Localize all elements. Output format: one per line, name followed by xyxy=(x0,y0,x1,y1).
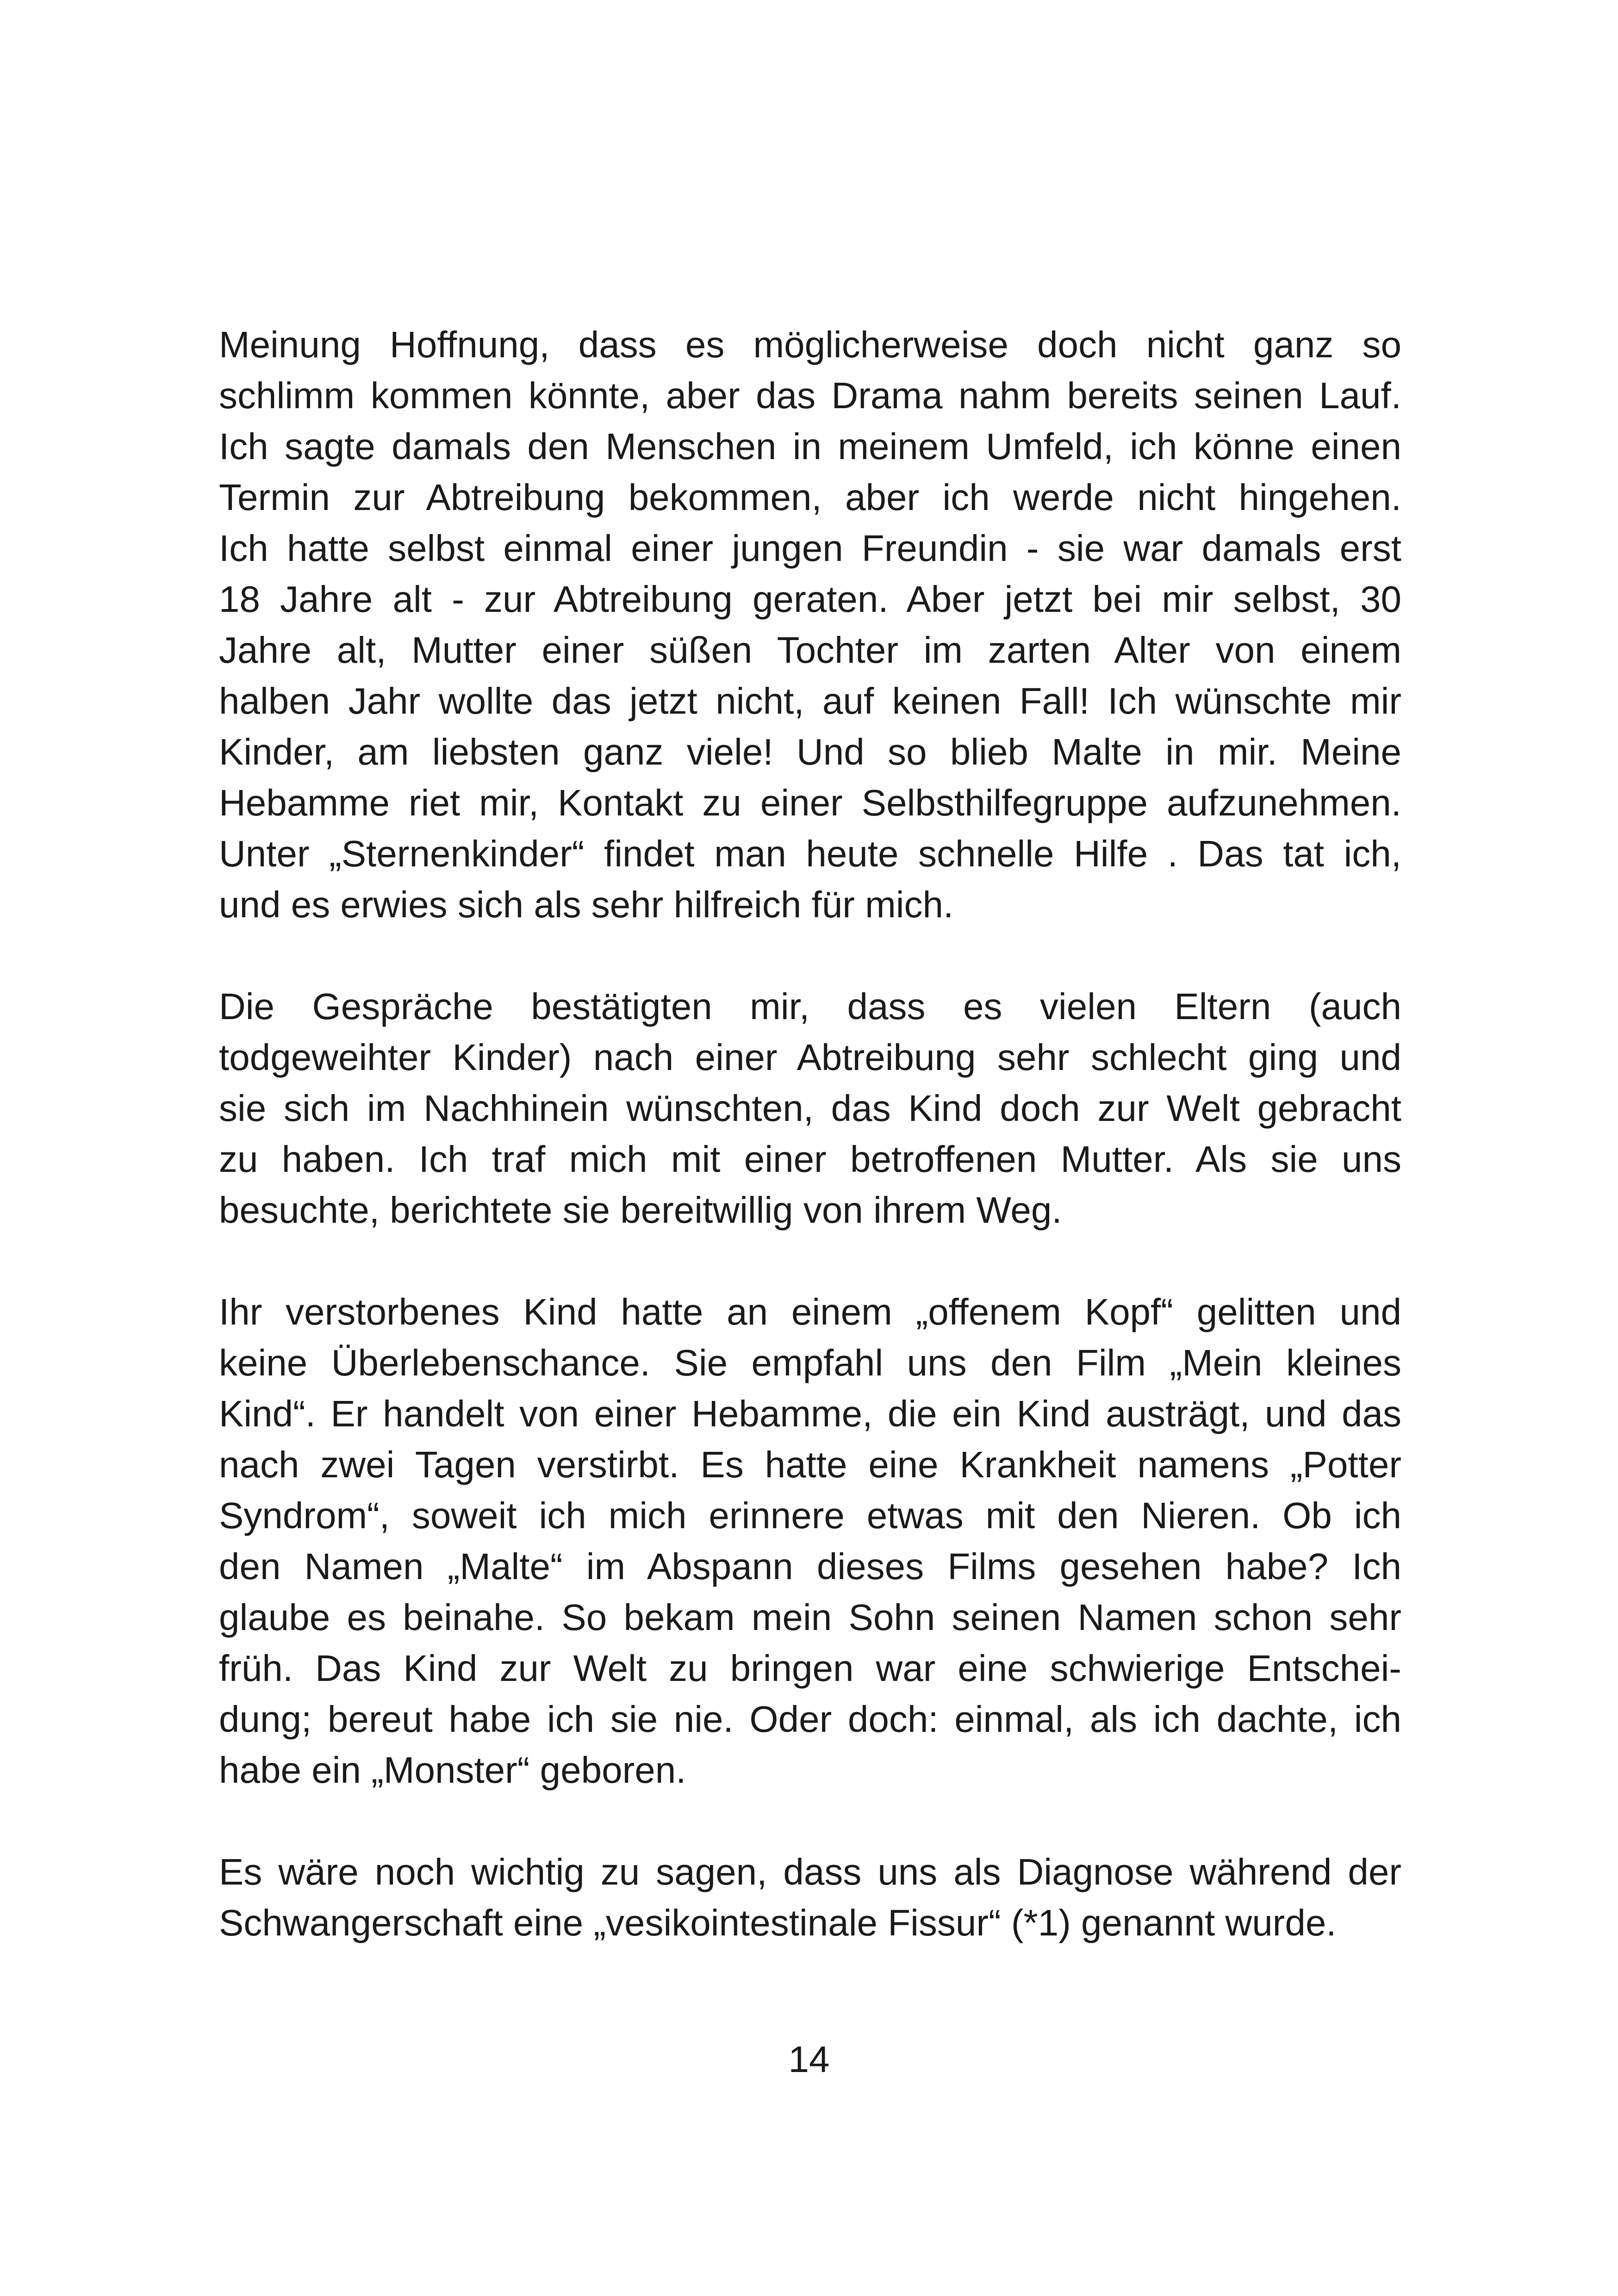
text-line: Jahre alt, Mutter einer süßen Tochter im zarten Alter von einem xyxy=(219,629,1401,671)
paragraph-1 xyxy=(219,319,1401,930)
text-line: Termin zur Abtreibung bekommen, aber ich werde nicht hingehen. xyxy=(219,477,1401,518)
text-line: Unter „Sternenkinder“ findet man heute schnelle Hilfe . Das tat ich, xyxy=(219,833,1401,874)
text-line: glaube es beinahe. So bekam mein Sohn seinen Namen schon sehr xyxy=(219,1597,1401,1638)
body-text xyxy=(219,319,1401,1948)
text-line: 18 Jahre alt - zur Abtreibung geraten. Aber jetzt bei mir selbst, 30 xyxy=(219,579,1401,620)
text-line: Ich hatte selbst einmal einer jungen Freundin - sie war damals erst xyxy=(219,528,1401,569)
paragraph-2 xyxy=(219,981,1401,1236)
text-line: früh. Das Kind zur Welt zu bringen war eine schwierige Entschei- xyxy=(219,1648,1401,1689)
paragraph-4 xyxy=(219,1847,1401,1948)
text-line: todgeweihter Kinder) nach einer Abtreibung sehr schlecht ging und xyxy=(219,1037,1401,1078)
page-number: 14 xyxy=(788,2039,830,2080)
text-line: Schwangerschaft eine „vesikointestinale Fissur“ (*1) genannt wurde. xyxy=(219,1902,1337,1943)
text-line: Ihr verstorbenes Kind hatte an einem „offenem Kopf“ gelitten und xyxy=(219,1291,1401,1332)
text-line: Hebamme riet mir, Kontakt zu einer Selbsthilfegruppe aufzunehmen. xyxy=(219,782,1401,823)
text-line: besuchte, berichtete sie bereitwillig von ihrem Weg. xyxy=(219,1189,1062,1231)
text-line: Syndrom“, soweit ich mich erinnere etwas mit den Nieren. Ob ich xyxy=(219,1495,1401,1536)
text-line: habe ein „Monster“ geboren. xyxy=(219,1749,686,1791)
text-line: Es wäre noch wichtig zu sagen, dass uns als Diagnose während der xyxy=(219,1851,1401,1892)
text-line: nach zwei Tagen verstirbt. Es hatte eine Krankheit namens „Potter xyxy=(219,1444,1401,1485)
text-line: Kinder, am liebsten ganz viele! Und so blieb Malte in mir. Meine xyxy=(219,731,1401,772)
text-line: Kind“. Er handelt von einer Hebamme, die ein Kind austrägt, und das xyxy=(219,1393,1401,1434)
text-line: den Namen „Malte“ im Abspann dieses Films gesehen habe? Ich xyxy=(219,1546,1401,1587)
text-line: Meinung Hoffnung, dass es möglicherweise doch nicht ganz so xyxy=(219,324,1401,365)
text-line: sie sich im Nachhinein wünschten, das Kind doch zur Welt gebracht xyxy=(219,1088,1401,1129)
text-line: schlimm kommen könnte, aber das Drama nahm bereits seinen Lauf. xyxy=(219,375,1401,416)
text-line: halben Jahr wollte das jetzt nicht, auf keinen Fall! Ich wünschte mir xyxy=(219,680,1401,722)
text-line: zu haben. Ich traf mich mit einer betroffenen Mutter. Als sie uns xyxy=(219,1139,1401,1180)
text-line: und es erwies sich als sehr hilfreich für mich. xyxy=(219,884,954,925)
text-line: Die Gespräche bestätigten mir, dass es vielen Eltern (auch xyxy=(219,986,1401,1027)
text-line: Ich sagte damals den Menschen in meinem Umfeld, ich könne einen xyxy=(219,426,1401,467)
text-line: keine Überlebenschance. Sie empfahl uns den Film „Mein kleines xyxy=(219,1342,1401,1383)
paragraph-3 xyxy=(219,1287,1401,1796)
text-line: dung; bereut habe ich sie nie. Oder doch: einmal, als ich dachte, ich xyxy=(219,1699,1401,1740)
